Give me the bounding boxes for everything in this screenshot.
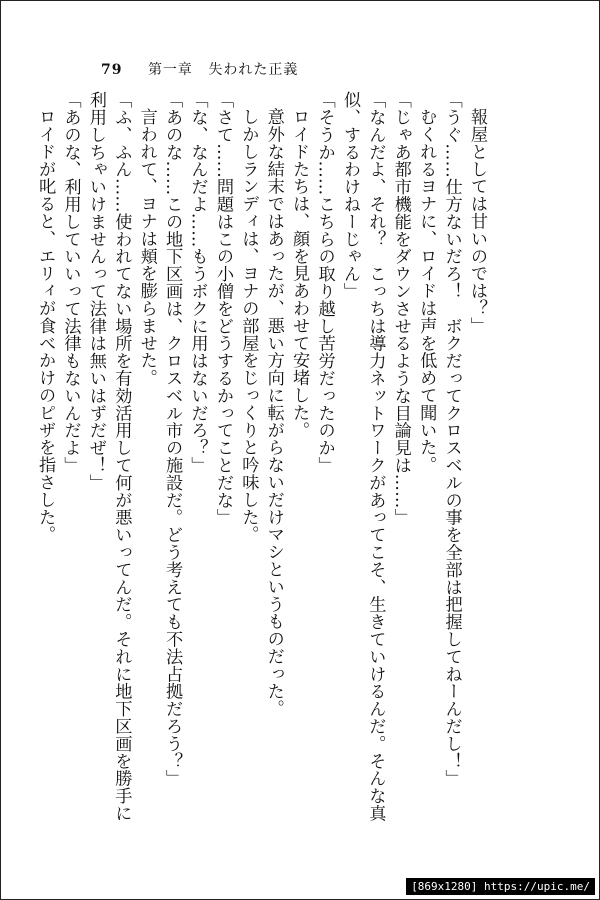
text-line: 報屋としては甘いのでは？」: [467, 108, 487, 335]
text-line: むくれるヨナに、ロイドは声を低めて聞いた。: [416, 108, 437, 474]
chapter-label: 第一章: [147, 62, 193, 78]
text-line: ロイドが叱ると、エリィが食べかけのピザを指さした。: [35, 108, 56, 543]
text-line: 「なんだよ、それ？ こっちは導力ネットワークがあってこそ、生きていけるんだ。そんな真: [365, 91, 386, 822]
text-line: 「な、なんだよ……もうボクに用はないだろ？」: [187, 91, 208, 474]
image-size-watermark: [869x1280] https://upic.me/: [406, 878, 595, 895]
text-line: 言われて、ヨナは頬を膨らませた。: [136, 108, 157, 387]
novel-body-text: [32, 91, 489, 861]
text-line: 「あのな、利用していいって法律もないんだよ」: [60, 91, 81, 474]
text-line: 「さて……問題はこの小僧をどうするかってことだな」: [212, 91, 233, 526]
text-line: しかしランディは、ヨナの部屋をじっくりと吟味した。: [238, 108, 259, 543]
chapter-title: 失われた正義: [208, 62, 299, 78]
text-line: 「ふ、ふん……使われてない場所を有効活用して何が悪いってんだ。それに地下区画を勝手に: [111, 91, 132, 822]
text-line: 利用しちゃいけませんって法律は無いはずだぜ！」: [85, 91, 106, 492]
text-line: 「そうか……こちらの取り越し苦労だったのか」: [314, 91, 335, 474]
text-line: 「あのな……この地下区画は、クロスベル市の施設だ。どう考えても不法占拠だろう？」: [162, 91, 183, 787]
text-line: 似、するわけねーじゃん」: [339, 91, 360, 300]
text-line: 「うぐ……仕方ないだろ！ ボクだってクロスベルの事を全部は把握してねーんだし！」: [441, 91, 462, 787]
text-line: 「じゃあ都市機能をダウンさせるような目論見は……」: [390, 91, 411, 526]
page-number: 79: [101, 62, 123, 78]
page-header: [101, 59, 308, 79]
text-line: ロイドたちは、顔を見あわせて安堵した。: [289, 108, 310, 439]
text-line: 意外な結末ではあったが、悪い方向に転がらないだけマシというものだった。: [263, 108, 284, 717]
